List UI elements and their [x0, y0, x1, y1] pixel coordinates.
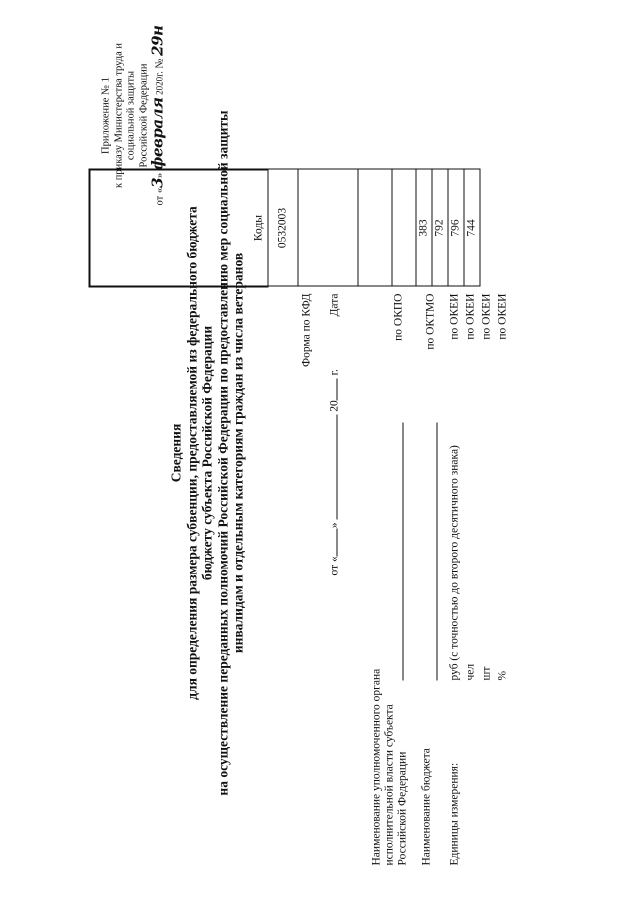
codes-row	[447, 169, 463, 286]
handwritten-order-number: 29н	[148, 25, 166, 56]
month-blank	[336, 414, 337, 519]
codes-row	[267, 169, 297, 286]
code-kfd: 0532003	[267, 169, 297, 286]
handwritten-month: февраля	[148, 97, 166, 170]
codes-row	[431, 169, 447, 286]
codes-row	[463, 169, 479, 286]
okei-label: по ОКЕИ	[496, 293, 508, 340]
unit-pieces: шт	[480, 666, 492, 680]
budget-label: Наименование бюджета	[420, 747, 432, 865]
title-line: инвалидам и отдельным категориям граждан из числа ветеранов	[230, 252, 245, 653]
code-okei-rub: 383	[415, 169, 431, 286]
appendix-order-date: от «3» февраля 2020г. № 29н	[148, 25, 166, 205]
title-line: бюджету субъекта Российской Федерации	[199, 325, 214, 580]
kfd-label: Форма по КФД	[300, 293, 312, 367]
title-line: для определения размера субвенции, предоставляемой из федерального бюджета	[183, 205, 199, 700]
okei-label: по ОКЕИ	[464, 293, 476, 340]
code-okpo	[357, 169, 391, 286]
okpo-label: по ОКПО	[392, 293, 404, 341]
codes-header-row	[89, 169, 267, 286]
title-line: на осуществление переданных полномочий Российской Федерации по предоставлению мер социальной защиты	[214, 109, 230, 796]
document-title	[168, 40, 246, 865]
codes-row	[391, 169, 415, 286]
appendix-line: Приложение № 1	[100, 76, 111, 154]
code-okei-percent: 744	[463, 169, 479, 286]
okei-label: по ОКЕИ	[480, 293, 492, 340]
okei-label: по ОКЕИ	[448, 293, 460, 340]
appendix-line: к приказу Министерства труда и	[112, 42, 124, 188]
unit-percent: %	[496, 670, 508, 680]
appendix-line: социальной защиты	[125, 70, 136, 160]
code-okei-pieces: 796	[447, 169, 463, 286]
unit-rub: руб (с точностью до второго десятичного знака)	[448, 444, 460, 680]
code-oktmo	[391, 169, 415, 286]
codes-row	[357, 169, 391, 286]
code-date	[297, 169, 357, 286]
budget-underline	[436, 422, 437, 680]
handwritten-day: 3	[148, 177, 166, 188]
oktmo-label: по ОКТМО	[424, 293, 436, 350]
report-date-line: от «» 20 г.	[328, 368, 340, 575]
day-blank	[336, 528, 337, 556]
code-okei-people: 792	[431, 169, 447, 286]
codes-row	[297, 169, 357, 286]
codes-table	[88, 168, 480, 287]
authority-label: Наименование уполномоченного органа исполнительной власти субъекта Российской Федерации	[370, 668, 408, 865]
authority-underline	[402, 422, 403, 680]
appendix-line: Российской Федерации	[137, 63, 149, 167]
codes-header: Коды	[89, 169, 267, 286]
units-label: Единицы измерения:	[448, 762, 460, 865]
title-line: Сведения	[168, 423, 183, 482]
date-label: Дата	[328, 293, 340, 316]
codes-row	[415, 169, 431, 286]
unit-people: чел	[464, 663, 476, 680]
